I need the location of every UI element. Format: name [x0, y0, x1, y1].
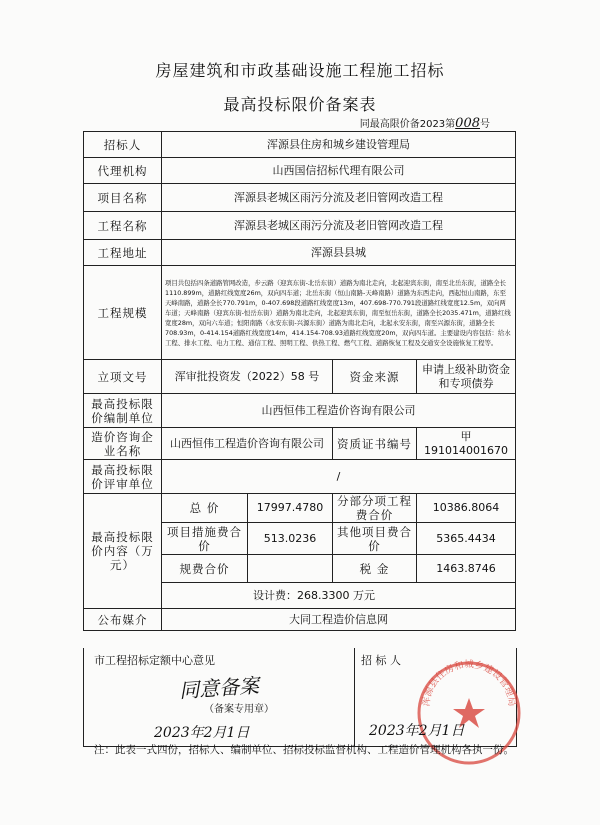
review-value: /	[162, 460, 516, 494]
footnote: 注：此表一式四份，招标人、编制单位、招标投标监督机构、工程造价管理机构各执一份。	[94, 744, 514, 756]
signature-section	[83, 648, 517, 747]
measure-value: 513.0236	[248, 523, 333, 555]
cert-label: 资质证书编号	[333, 428, 417, 460]
project-label: 项目名称	[84, 184, 162, 212]
address-label: 工程地址	[84, 240, 162, 266]
publish-value: 大同工程造价信息网	[162, 609, 516, 631]
subitem-value: 10386.8064	[417, 494, 516, 523]
subitem-label: 分部分项工程费合价	[333, 494, 417, 523]
review-label: 最高投标限价评审单位	[84, 460, 162, 494]
scale-value: 项目共包括四条道路管网改造，步云路（迎宾东街-北岳东街）道路为南北走向，北起迎宾东街，南至北岳东街，道路全长1110.899m，道路红线宽度26m，双向四车道；北岳东街（恒山南路-天峰南路）道路为东西走向，西起恒山南路，东至天峰南路，道路全长770.791m，0-407.698段道路红线宽度13m，407.698-770.791段道路红线宽度12.5m，双向两车道；天峰南路（迎宾东街-恒岳东街）道路为南北走向，北起迎宾东街，南至恒岳东街，道路全长2035.471m，道路红线宽度28m，双向六车道；恒阳南路（永安东街-兴源东街）道路为南北走向，北起永安东街，南至兴源东街，道路全长708.93m，0-414.154道路红线宽度14m，414.154-708.93道路红线宽度20m，双向四车道。主要建设内容包括：给水工程、排水工程、电力工程、通信工程、照明工程、供热工程、燃气工程、道路恢复工程及交通安全设施恢复工程等。	[162, 266, 516, 360]
fee-label: 规费合价	[162, 555, 248, 583]
file-number-value: 008	[455, 116, 480, 131]
works-label: 工程名称	[84, 212, 162, 240]
doc-title-line2: 最高投标限价备案表	[223, 95, 377, 114]
measure-label: 项目措施费合价	[162, 523, 248, 555]
total-label: 总 价	[162, 494, 248, 523]
opinion-date: 2023年2月1日	[154, 725, 250, 741]
address-value: 浑源县县城	[162, 240, 516, 266]
publish-label: 公布媒介	[84, 609, 162, 631]
filing-table	[83, 131, 516, 631]
tenderer-label: 招标人	[84, 132, 162, 158]
file-number	[360, 115, 490, 131]
works-value: 浑源县老城区雨污分流及老旧管网改造工程	[162, 212, 516, 240]
cert-value: 甲 191014001670	[417, 428, 516, 460]
design-fee: 设计费：268.3300 万元	[162, 583, 516, 609]
scale-label: 工程规模	[84, 266, 162, 360]
compiler-label: 最高投标限价编制单位	[84, 394, 162, 428]
agency-value: 山西国信招标代理有限公司	[162, 158, 516, 184]
doc-title-line1: 房屋建筑和市政基础设施工程施工招标	[155, 61, 445, 80]
approval-label: 立项文号	[84, 360, 162, 394]
content-label: 最高投标限价内容（万元）	[84, 494, 162, 609]
agency-label: 代理机构	[84, 158, 162, 184]
fee-value	[248, 555, 333, 583]
tenderer-date: 2023年2月1日	[369, 723, 465, 739]
project-value: 浑源县老城区雨污分流及老旧管网改造工程	[162, 184, 516, 212]
file-number-suffix: 号	[480, 119, 490, 130]
tenderer-value: 浑源县住房和城乡建设管理局	[162, 132, 516, 158]
other-label: 其他项目费合价	[333, 523, 417, 555]
opinion-signature: 同意备案	[178, 673, 260, 703]
opinion-stamp-note: （备案专用章）	[204, 704, 274, 715]
consult-value: 山西恒伟工程造价咨询有限公司	[162, 428, 333, 460]
consult-label: 造价咨询企业名称	[84, 428, 162, 460]
fund-value: 申请上级补助资金和专项债券	[417, 360, 516, 394]
approval-value: 浑审批投资发（2022）58 号	[162, 360, 333, 394]
total-value: 17997.4780	[248, 494, 333, 523]
tax-label: 税 金	[333, 555, 417, 583]
section-divider	[354, 648, 355, 746]
tenderer-sign-label: 招 标 人	[361, 654, 401, 667]
tax-value: 1463.8746	[417, 555, 516, 583]
other-value: 5365.4434	[417, 523, 516, 555]
seal-text: 浑源县住房和城乡建设管理局	[420, 659, 518, 708]
fund-label: 资金来源	[333, 360, 417, 394]
compiler-value: 山西恒伟工程造价咨询有限公司	[162, 394, 516, 428]
opinion-label: 市工程招标定额中心意见	[94, 654, 215, 667]
file-number-prefix: 同最高限价备2023第	[359, 119, 456, 130]
